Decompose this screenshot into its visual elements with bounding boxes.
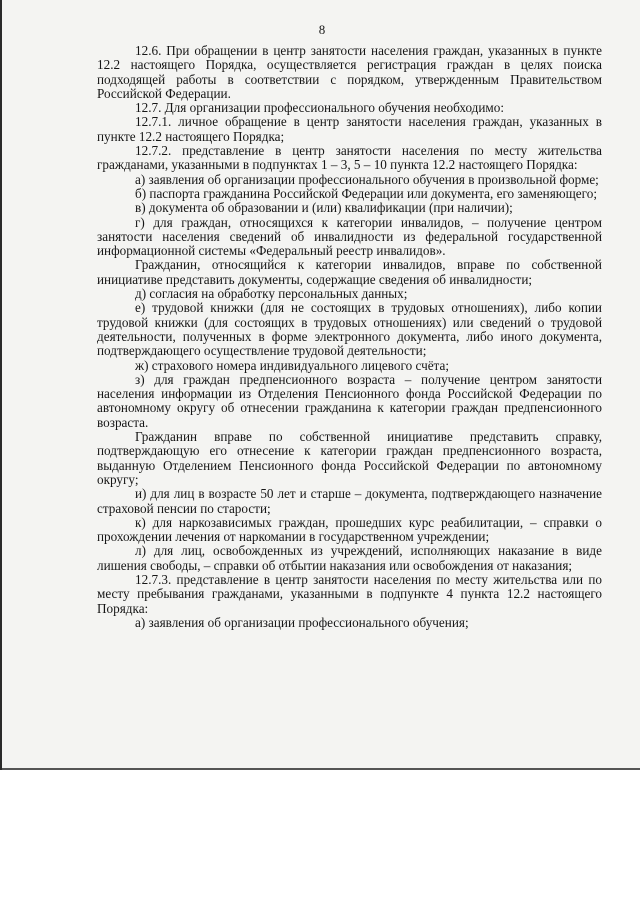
page-number: 8 [318, 22, 326, 37]
list-item-a: а) заявления об организации профессионального обучения в произвольной форме; [135, 171, 599, 187]
list-item-d: д) согласия на обработку персональных данных; [135, 286, 408, 302]
list-item-k: к) для наркозависимых граждан, прошедших курс реабилитации, – справки о прохождении лечения от наркомании в государственном учреждении; [97, 514, 602, 545]
paragraph-disability-note: Гражданин, относящийся к категории инвалидов, вправе по собственной инициативе представить документы, содержащие сведения об инвалидности; [97, 257, 602, 287]
list-item-v: в) документа об образовании и (или) квалификации (при наличии); [135, 200, 513, 216]
paragraph-12-7-2: 12.7.2. представление в центр занятости населения по месту жительства гражданами, указанными в подпунктах 1 – 3, 5 – 10 пункта 12.2 настоящего Порядка: [97, 143, 602, 173]
list-item-e: е) трудовой книжки (для не состоящих в трудовых отношениях), либо копии трудовой книжки (для состоящих в трудовых отношениях) или сведений о трудовой деятельности, полученных в форме электронного документа, либо иного документа, подтверждающего осуществление трудовой деятельности; [97, 300, 602, 359]
list-item-zh: ж) страхового номера индивидуального лицевого счёта; [135, 357, 449, 373]
list-item-l: л) для лиц, освобожденных из учреждений, исполняющих наказание в виде лишения свободы, – справки об отбытии наказания или освобождения от наказания; [97, 543, 602, 573]
list-item-a-2: а) заявления об организации профессионального обучения; [135, 614, 469, 630]
paragraph-12-7-3: 12.7.3. представление в центр занятости населения по месту жительства или по месту пребывания гражданами, указанными в подпункте 4 пункта 12.2 настоящего Порядка: [97, 571, 602, 616]
document-body [97, 44, 602, 630]
paragraph-12-6: 12.6. При обращении в центр занятости населения граждан, указанных в пункте 12.2 настоящего Порядка, осуществляется регистрация граждан в целях поиска подходящей работы в соответствии с порядком, утвержденным Правительством Российской Федерации. [97, 43, 602, 101]
paragraph-12-7: 12.7. Для организации профессионального обучения необходимо: [135, 100, 505, 116]
list-item-g: г) для граждан, относящихся к категории инвалидов, – получение центром занятости населения сведений об инвалидности из федеральной государственной информационной системы «Федеральный реестр инвалидов». [97, 214, 602, 259]
paragraph-12-7-1: 12.7.1. личное обращение в центр занятости населения граждан, указанных в пункте 12.2 настоящего Порядка; [97, 114, 602, 144]
paragraph-pension-note: Гражданин вправе по собственной инициативе представить справку, подтверждающую его отнесение к категории граждан предпенсионного возраста, выданную Отделением Пенсионного фонда Российской Федерации по автономному округу; [97, 429, 602, 487]
list-item-i: и) для лиц в возрасте 50 лет и старше – документа, подтверждающего назначение страховой пенсии по старости; [97, 486, 602, 516]
list-item-z: з) для граждан предпенсионного возраста – получение центром занятости населения информации из Отделения Пенсионного фонда Российской Федерации по автономному округу об отнесении гражданина к категории граждан предпенсионного возраста. [97, 371, 602, 430]
list-item-b: б) паспорта гражданина Российской Федерации или документа, его заменяющего; [135, 185, 597, 201]
